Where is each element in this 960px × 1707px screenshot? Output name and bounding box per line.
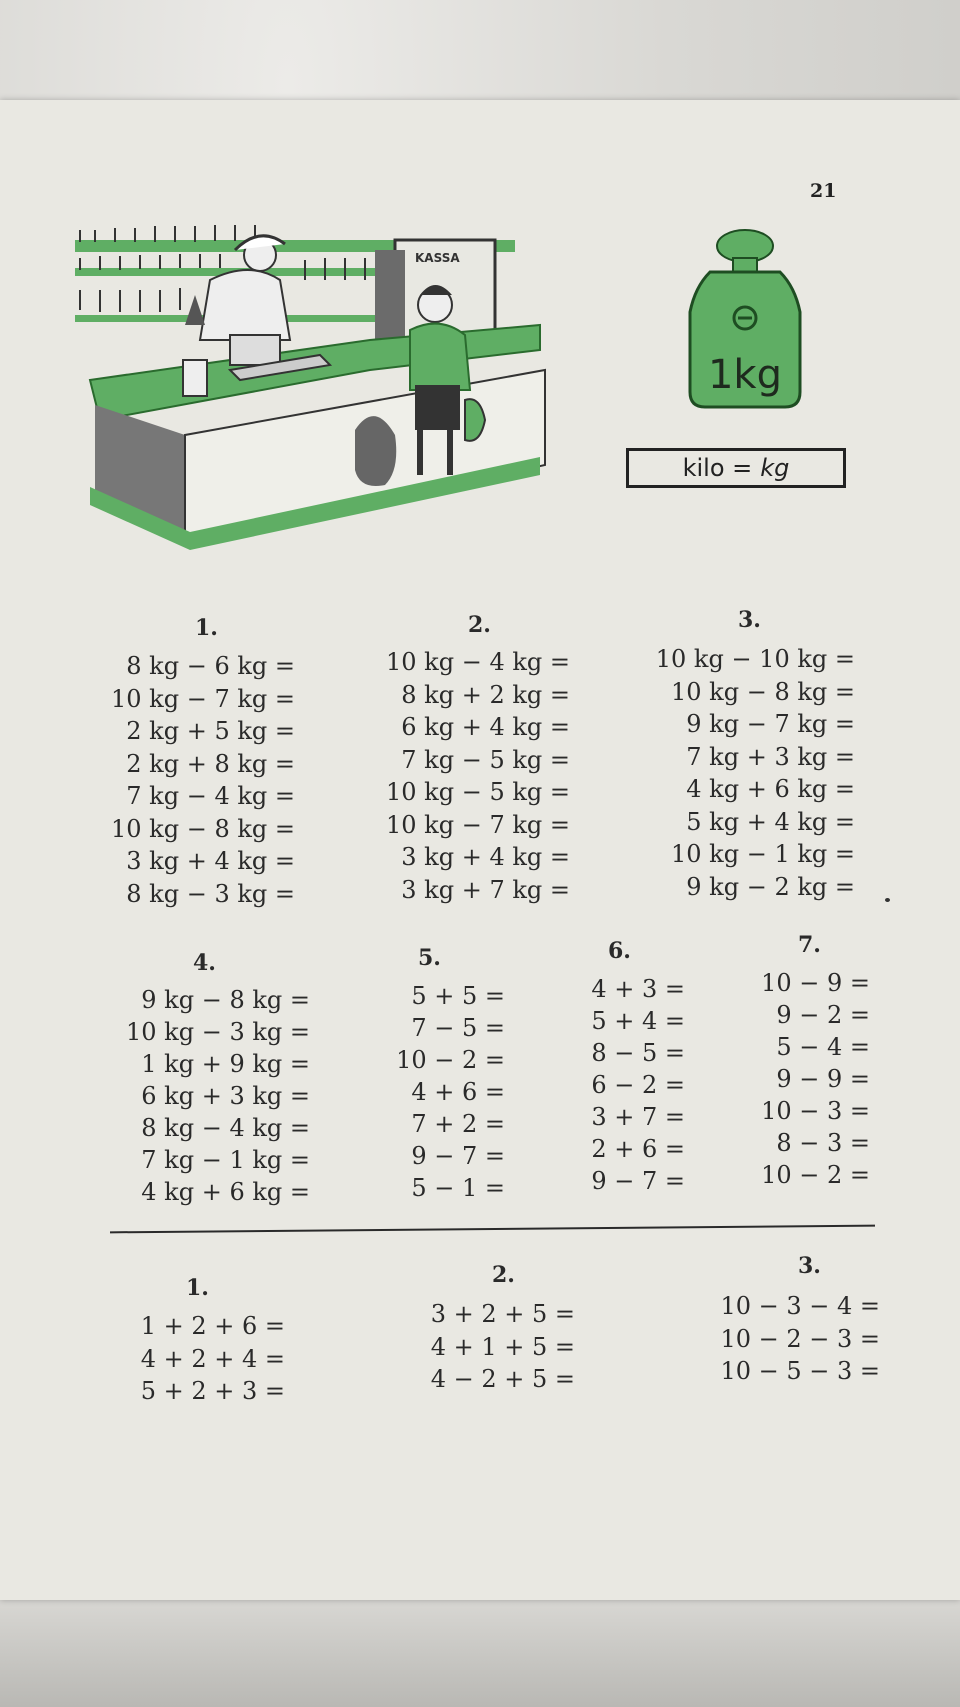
exercise-three-term-3 <box>690 1290 880 1388</box>
equation: 7 kg − 4 kg = <box>126 782 295 810</box>
exercise-number: 5. <box>418 945 441 971</box>
equation: 2 + 6 = <box>591 1135 685 1163</box>
equation: 8 kg − 6 kg = <box>126 652 295 680</box>
equation: 2 kg + 5 kg = <box>126 717 295 745</box>
equation: 8 − 5 = <box>591 1039 685 1067</box>
exercise-number: 6. <box>608 938 631 964</box>
equation: 6 kg + 3 kg = <box>141 1082 310 1110</box>
equation: 5 + 4 = <box>591 1007 685 1035</box>
equation: 2 kg + 8 kg = <box>126 749 295 778</box>
equation: 5 + 2 + 3 = <box>140 1377 285 1405</box>
equation: 10 − 3 = <box>761 1097 870 1125</box>
equation: 9 − 9 = <box>776 1065 870 1093</box>
exercise-number: 1. <box>195 615 218 641</box>
exercise-6 <box>560 973 685 1197</box>
equation: 8 kg − 4 kg = <box>141 1114 310 1142</box>
equation: 4 − 2 + 5 = <box>430 1365 575 1393</box>
equation: 3 + 7 = <box>591 1103 685 1131</box>
exercise-number: 2. <box>492 1262 515 1288</box>
equation: 8 − 3 = <box>776 1129 870 1157</box>
equation: 7 kg + 3 kg = <box>686 742 855 771</box>
ink-speck <box>885 898 890 902</box>
equation: 10 kg − 10 kg = <box>655 645 855 673</box>
exercise-number: 1. <box>186 1275 209 1301</box>
equation: 5 kg + 4 kg = <box>686 807 855 836</box>
equation: 4 + 2 + 4 = <box>140 1344 285 1373</box>
equation: 9 kg − 8 kg = <box>141 986 310 1014</box>
equation: 5 − 4 = <box>776 1033 870 1061</box>
equation: 5 + 5 = <box>411 982 505 1010</box>
equation: 10 − 2 = <box>396 1046 505 1074</box>
exercise-2 <box>370 646 570 906</box>
equation: 10 − 2 = <box>761 1161 870 1189</box>
equation: 10 kg − 7 kg = <box>111 684 295 713</box>
register-sign: KASSA <box>415 251 460 265</box>
exercise-number: 2. <box>468 612 491 638</box>
exercise-three-term-2 <box>400 1298 575 1396</box>
equation: 10 kg − 8 kg = <box>111 814 295 843</box>
equation: 9 kg − 7 kg = <box>686 710 855 738</box>
equation: 6 − 2 = <box>591 1071 685 1099</box>
equation: 1 + 2 + 6 = <box>140 1312 285 1340</box>
equation: 7 − 5 = <box>411 1014 505 1042</box>
equation: 10 kg − 8 kg = <box>671 677 855 706</box>
equation: 10 − 2 − 3 = <box>720 1324 880 1353</box>
kilo-definition-box <box>626 448 846 488</box>
equation: 9 − 7 = <box>591 1167 685 1195</box>
exercise-number: 3. <box>738 607 761 633</box>
weight-label: 1kg <box>707 352 783 398</box>
page-number: 21 <box>810 180 837 202</box>
table-surface-bottom <box>0 1600 960 1707</box>
equation: 4 + 1 + 5 = <box>430 1332 575 1361</box>
equation: 10 kg − 3 kg = <box>126 1018 310 1046</box>
equation: 3 + 2 + 5 = <box>430 1300 575 1328</box>
equation: 3 kg + 4 kg = <box>126 847 295 875</box>
equation: 3 kg + 7 kg = <box>401 875 570 904</box>
equation: 10 kg − 7 kg = <box>386 810 570 839</box>
kilo-text: kilo = <box>682 454 753 482</box>
equation: 4 + 3 = <box>591 975 685 1003</box>
exercise-1 <box>100 650 295 910</box>
equation: 5 − 1 = <box>411 1174 505 1202</box>
exercise-number: 4. <box>193 950 216 976</box>
exercise-4 <box>105 984 310 1208</box>
equation: 10 kg − 4 kg = <box>386 648 570 676</box>
equation: 9 kg − 2 kg = <box>686 872 855 901</box>
equation: 6 kg + 4 kg = <box>401 713 570 741</box>
equation: 4 kg + 6 kg = <box>141 1178 310 1206</box>
equation: 10 − 9 = <box>761 969 870 997</box>
equation: 7 + 2 = <box>411 1110 505 1138</box>
equation: 9 − 2 = <box>776 1001 870 1029</box>
equation: 7 kg − 1 kg = <box>141 1146 310 1174</box>
equation: 7 kg − 5 kg = <box>401 745 570 774</box>
equation: 4 kg + 6 kg = <box>686 775 855 803</box>
equation: 10 − 3 − 4 = <box>720 1292 880 1320</box>
exercise-7 <box>730 967 870 1191</box>
exercise-number: 7. <box>798 932 821 958</box>
equation: 8 kg + 2 kg = <box>401 680 570 709</box>
exercise-3 <box>640 643 855 903</box>
equation: 1 kg + 9 kg = <box>141 1050 310 1078</box>
exercise-5 <box>375 980 505 1204</box>
equation: 9 − 7 = <box>411 1142 505 1170</box>
equation: 4 + 6 = <box>411 1078 505 1106</box>
shop-illustration <box>75 220 585 600</box>
exercise-three-term-1 <box>110 1310 285 1408</box>
equation: 8 kg − 3 kg = <box>126 879 295 908</box>
exercise-number: 3. <box>798 1253 821 1279</box>
kilo-unit: kg <box>760 454 790 482</box>
equation: 3 kg + 4 kg = <box>401 843 570 871</box>
equation: 10 kg − 5 kg = <box>386 778 570 806</box>
equation: 10 kg − 1 kg = <box>671 840 855 868</box>
kilogram-weight-illustration <box>680 228 810 428</box>
equation: 10 − 5 − 3 = <box>720 1357 880 1385</box>
